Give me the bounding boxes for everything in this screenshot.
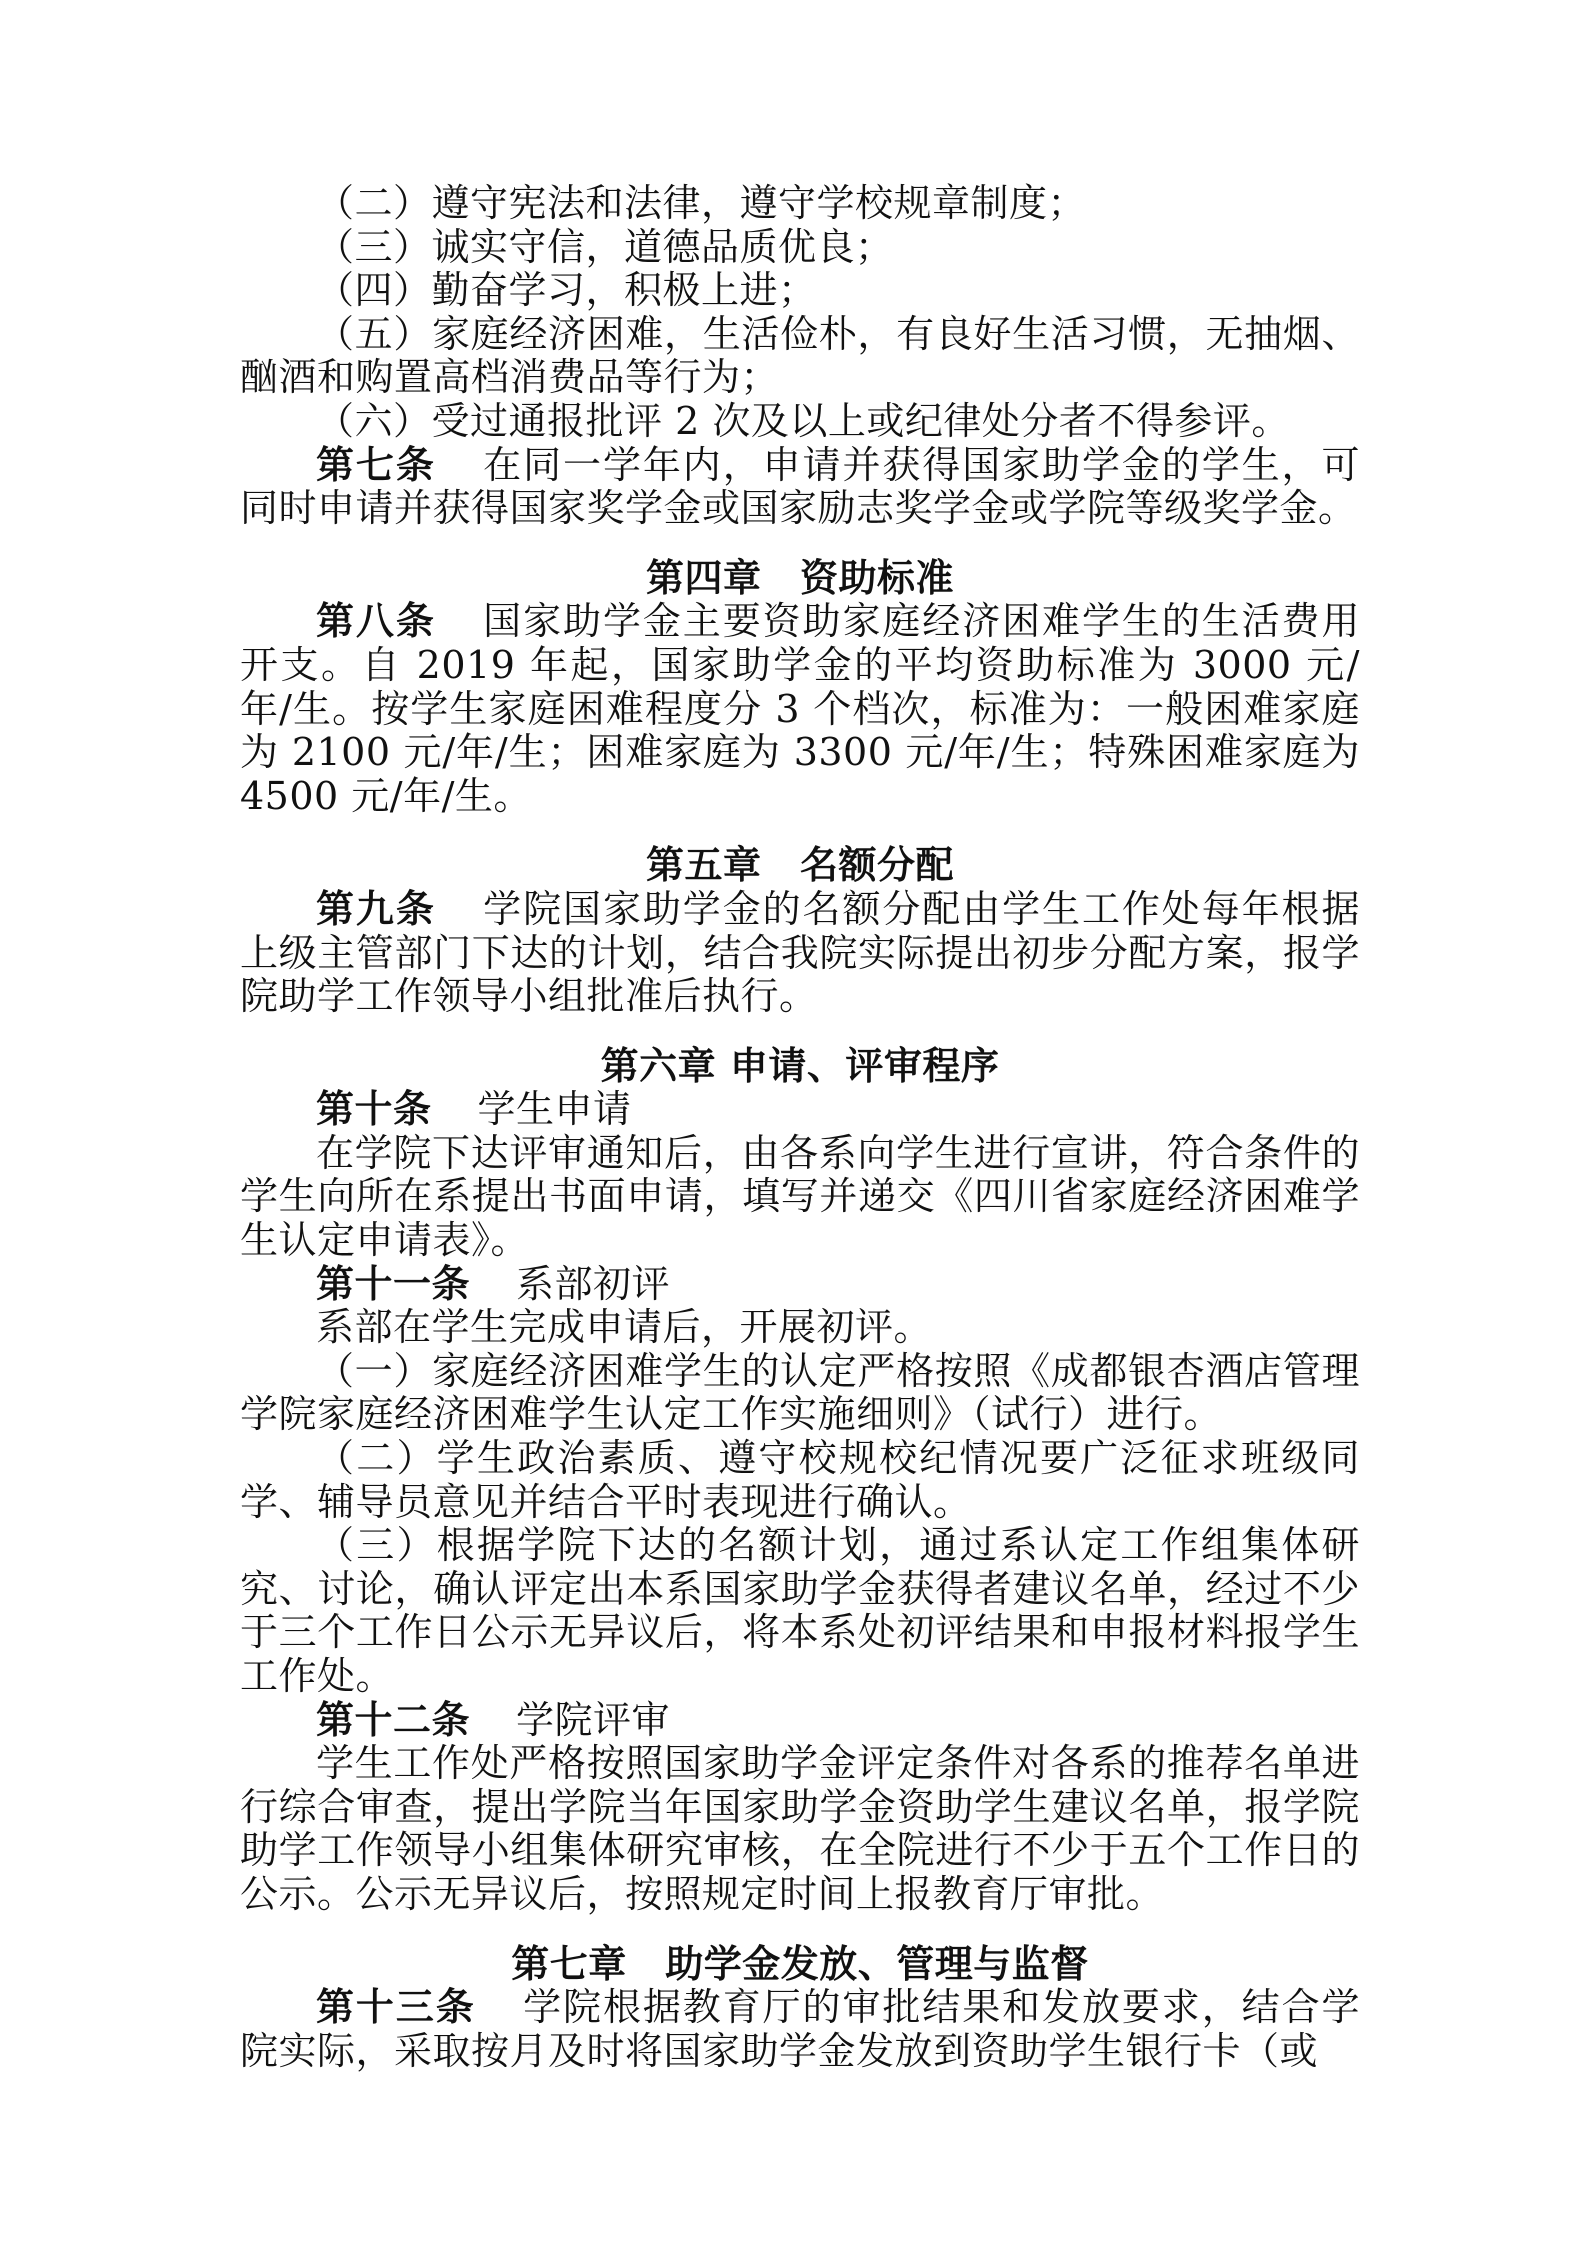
chapter-4-title: 第四章 资助标准: [645, 555, 954, 600]
article-7-label: 第七条: [316, 442, 436, 487]
article-8: [240, 600, 1360, 818]
article-10-heading: [240, 1088, 1360, 1132]
article-8-label: 第八条: [316, 599, 436, 644]
article-13-label: 第十三条: [316, 1985, 476, 2030]
document-body: [240, 182, 1360, 2073]
criteria-item-6: （六）受过通报批评 2 次及以上或纪律处分者不得参评。: [316, 398, 1290, 443]
article-11-intro: 系部在学生完成申请后，开展初评。: [316, 1305, 933, 1350]
article-11-label: 第十一条: [316, 1261, 471, 1306]
criteria-item-4: （四）勤奋学习，积极上进；: [316, 268, 817, 313]
criteria-item-5: （五）家庭经济困难，生活俭朴，有良好生活习惯，无抽烟、酗酒和购置高档消费品等行为；: [240, 311, 1360, 400]
article-13: [240, 1986, 1360, 2073]
criteria-item-3: （三）诚实守信，道德品质优良；: [316, 224, 894, 269]
article-7-text: 在同一学年内，申请并获得国家助学金的学生，可同时申请并获得国家奖学金或国家励志奖学金或学院等级奖学金。: [240, 442, 1360, 531]
article-10-text: 在学院下达评审通知后，由各系向学生进行宣讲，符合条件的学生向所在系提出书面申请，填写并递交《四川省家庭经济困难学生认定申请表》。: [240, 1130, 1360, 1263]
article-11-heading: [240, 1263, 1360, 1307]
article-9-label: 第九条: [316, 886, 436, 931]
article-13-text: 学院根据教育厅的审批结果和发放要求，结合学院实际，采取按月及时将国家助学金发放到资助学生银行卡（或: [240, 1985, 1360, 2073]
article-11-item-1: （一）家庭经济困难学生的认定严格按照《成都银杏酒店管理学院家庭经济困难学生认定工作实施细则》（试行）进行。: [240, 1348, 1360, 1437]
chapter-7-title: 第七章 助学金发放、管理与监督: [511, 1941, 1089, 1986]
article-12-title: 学院评审: [516, 1697, 671, 1742]
article-12-text: 学生工作处严格按照国家助学金评定条件对各系的推荐名单进行综合审查，提出学院当年国家助学金资助学生建议名单，报学院助学工作领导小组集体研究审核，在全院进行不少于五个工作日的公示。公示无异议后，按照规定时间上报教育厅审批。: [240, 1741, 1360, 1916]
article-8-text: 国家助学金主要资助家庭经济困难学生的生活费用开支。自 2019 年起，国家助学金的平均资助标准为 3000 元/年/生。按学生家庭困难程度分 3 个档次，标准为：一般困难家庭为 2100 元/年/生；困难家庭为 3300 元/年/生；特殊困难家庭为 4500 元/年/生。: [240, 599, 1360, 818]
article-12-heading: [240, 1699, 1360, 1743]
chapter-5-title: 第五章 名额分配: [645, 843, 954, 888]
article-12-label: 第十二条: [316, 1697, 471, 1742]
chapter-6-title: 第六章 申请、评审程序: [600, 1043, 1000, 1088]
article-11-title: 系部初评: [516, 1261, 671, 1306]
article-7: [240, 444, 1360, 531]
article-10-title: 学生申请: [477, 1087, 632, 1132]
article-11-item-2: （二）学生政治素质、遵守校规校纪情况要广泛征求班级同学、辅导员意见并结合平时表现进行确认。: [240, 1436, 1360, 1524]
article-9-text: 学院国家助学金的名额分配由学生工作处每年根据上级主管部门下达的计划，结合我院实际提出初步分配方案，报学院助学工作领导小组批准后执行。: [240, 886, 1360, 1019]
article-9: [240, 888, 1360, 1019]
article-10-label: 第十条: [316, 1087, 432, 1132]
criteria-item-2: （二）遵守宪法和法律，遵守学校规章制度；: [316, 181, 1087, 225]
article-11-item-3: （三）根据学院下达的名额计划，通过系认定工作组集体研究、讨论，确认评定出本系国家助学金获得者建议名单，经过不少于三个工作日公示无异议后，将本系处初评结果和申报材料报学生工作处。: [240, 1523, 1360, 1698]
